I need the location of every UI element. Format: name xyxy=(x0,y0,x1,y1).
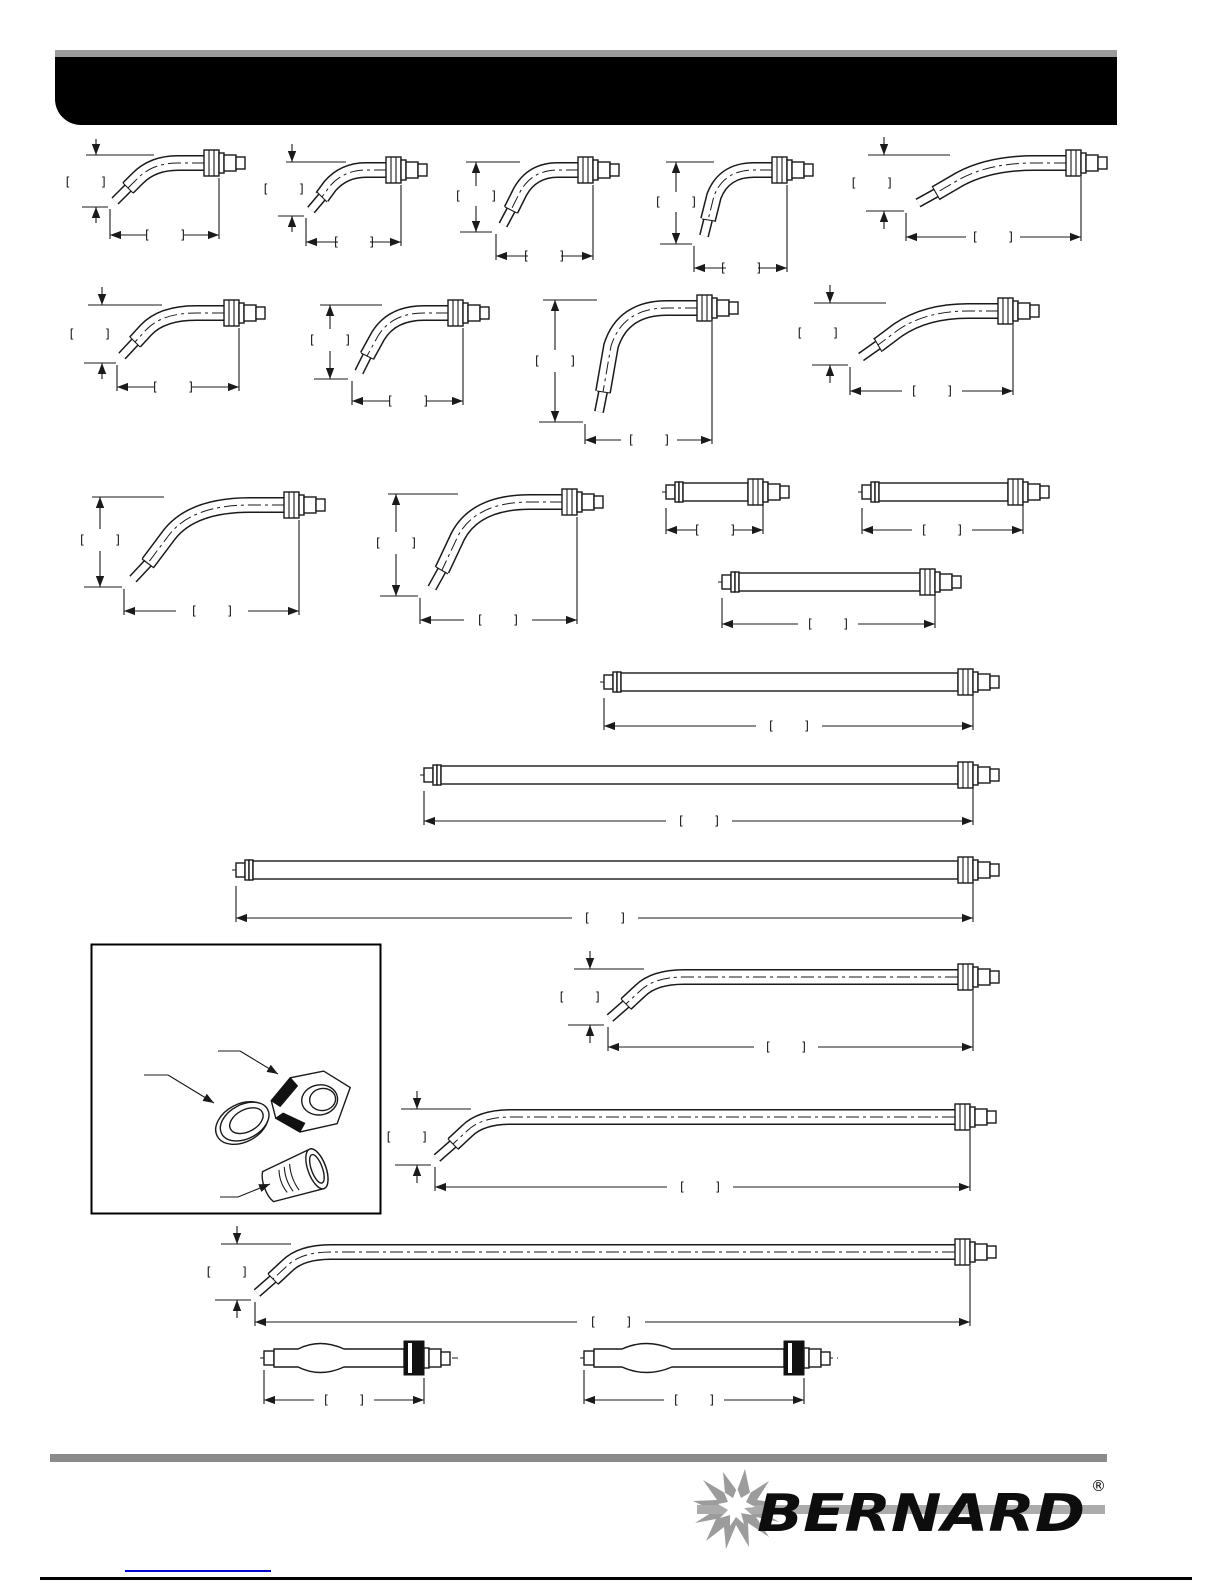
dimension-label: [ ] xyxy=(677,814,721,828)
dimension-label: [ ] xyxy=(522,249,566,263)
bernard-logo xyxy=(693,1467,1125,1551)
nut-fitting xyxy=(1066,150,1107,176)
bent-barrel-2 xyxy=(385,1085,1017,1195)
gooseneck-tube xyxy=(503,170,579,225)
nut-fitting xyxy=(697,295,738,321)
dimension-label: [ ] xyxy=(583,911,627,925)
gooseneck-tube xyxy=(918,163,1067,203)
gooseneck-tube xyxy=(437,1117,955,1158)
dimension-label: [ ] xyxy=(654,195,698,209)
nut-fitting xyxy=(578,157,619,183)
nut-fitting xyxy=(998,298,1039,324)
dimension-label: [ ] xyxy=(78,533,122,547)
dimension-label: [ ] xyxy=(806,617,850,631)
neck-diagram-45deg-medium xyxy=(62,283,294,409)
gooseneck-tube xyxy=(311,170,387,210)
washer-ring xyxy=(208,1093,276,1153)
nut-fitting xyxy=(448,300,489,326)
black-nut xyxy=(404,1341,424,1375)
straight-tube-medium xyxy=(858,470,1068,552)
nut-fitting xyxy=(1008,479,1049,505)
nut-fitting xyxy=(562,489,603,515)
bent-barrel-1 xyxy=(558,945,1020,1055)
dimension-label: [ ] xyxy=(719,261,763,275)
nut-fitting xyxy=(955,1239,996,1265)
gooseneck-tube xyxy=(257,1252,955,1293)
footer-divider xyxy=(50,1454,1107,1462)
tube-body xyxy=(236,860,958,880)
hex-nut xyxy=(268,1068,355,1136)
dimension-label: [ ] xyxy=(64,175,108,189)
tube-body xyxy=(264,1344,404,1373)
black-nut xyxy=(784,1341,804,1375)
neck-diagram-90deg-hook xyxy=(525,280,777,460)
neck-diagram-45deg-long xyxy=(72,475,350,635)
dimension-label: [ ] xyxy=(678,1180,722,1194)
straight-tube-mid-long xyxy=(718,558,980,646)
dimension-label: [ ] xyxy=(385,1130,429,1144)
dimension-label: [ ] xyxy=(374,536,418,550)
neck-diagram-50deg-short xyxy=(262,140,452,264)
nut-fitting xyxy=(284,492,325,518)
gooseneck-tube xyxy=(861,311,999,357)
dimension-label: [ ] xyxy=(386,394,430,408)
straight-barrel-longest xyxy=(232,848,1014,938)
dimension-label: [ ] xyxy=(971,230,1015,244)
ring-pointer-arrow xyxy=(168,1075,214,1103)
nut-fitting xyxy=(224,300,265,326)
dimension-label: [ ] xyxy=(796,326,840,340)
bent-barrel-3 xyxy=(205,1220,1017,1330)
gooseneck-tube xyxy=(359,313,449,372)
gooseneck-tube xyxy=(115,163,205,201)
dimension-label: [ ] xyxy=(533,354,577,368)
dimension-label: [ ] xyxy=(589,1315,633,1329)
tube-body xyxy=(862,482,1008,502)
gooseneck-tube xyxy=(432,502,563,588)
gooseneck-tube xyxy=(597,308,698,412)
dimension-label: [ ] xyxy=(308,333,352,347)
neck-diagram-60deg xyxy=(448,140,646,280)
dimension-label: [ ] xyxy=(190,604,234,618)
nut-fitting xyxy=(748,479,789,505)
nut-fitting xyxy=(958,964,999,990)
nut-fitting xyxy=(958,857,999,883)
dimension-label: [ ] xyxy=(322,1393,366,1407)
dimension-label: [ ] xyxy=(68,327,112,341)
nut-fitting xyxy=(386,157,427,183)
dimension-label: [ ] xyxy=(764,1040,808,1054)
dimension-label: [ ] xyxy=(476,613,520,627)
insulated-tube-short xyxy=(258,1332,490,1424)
dimension-label: [ ] xyxy=(627,433,671,447)
neck-diagram-45deg-short xyxy=(58,133,270,259)
straight-barrel-longer xyxy=(420,755,1012,841)
logo-wordmark: BERNARD xyxy=(757,1484,1085,1544)
dimension-label: [ ] xyxy=(910,384,954,398)
dimension-label: [ ] xyxy=(693,523,737,537)
hyperlink-underline[interactable] xyxy=(125,1570,271,1572)
nut-fitting xyxy=(955,1104,996,1130)
gooseneck-tube xyxy=(702,170,773,236)
connector-stub xyxy=(424,1348,450,1368)
insulated-tube-long xyxy=(578,1332,870,1424)
neck-diagram-55deg-medium xyxy=(300,283,518,425)
tube-body xyxy=(666,482,748,502)
nut-fitting xyxy=(958,669,999,695)
nut-fitting xyxy=(772,157,813,183)
registered-trademark: ® xyxy=(1091,1477,1106,1495)
dimension-label: [ ] xyxy=(143,228,187,242)
dimension-label: [ ] xyxy=(558,990,602,1004)
neck-diagram-30deg-wide xyxy=(790,283,1072,411)
dimension-label: [ ] xyxy=(672,1393,716,1407)
straight-barrel-long xyxy=(600,662,1012,746)
gooseneck-tube xyxy=(610,977,958,1018)
tube-body xyxy=(604,672,958,692)
fitting-detail-inset xyxy=(90,943,382,1215)
tube-body xyxy=(424,765,958,785)
straight-tube-short xyxy=(662,470,807,552)
dimension-label: [ ] xyxy=(920,523,964,537)
dimension-label: [ ] xyxy=(151,380,195,394)
insulator-sleeve xyxy=(257,1146,332,1208)
header-accent-strip xyxy=(55,50,1117,57)
nut-fitting xyxy=(204,150,245,176)
nut-fitting xyxy=(920,569,961,595)
dimension-label: [ ] xyxy=(262,182,306,196)
dimension-label: [ ] xyxy=(850,176,894,190)
neck-diagram-80deg xyxy=(650,140,840,292)
nut-pointer-arrow xyxy=(240,1051,278,1074)
header-bar xyxy=(55,57,1117,125)
tube-body xyxy=(722,572,920,592)
connector-stub xyxy=(804,1348,830,1368)
neck-diagram-30deg-long xyxy=(838,135,1138,257)
gooseneck-tube xyxy=(133,505,285,579)
page-bottom-rule xyxy=(40,1577,1192,1580)
dimension-label: [ ] xyxy=(332,235,376,249)
dimension-label: [ ] xyxy=(205,1265,249,1279)
dimension-label: [ ] xyxy=(767,719,811,733)
neck-diagram-50deg-long xyxy=(370,472,628,640)
tube-body xyxy=(584,1344,784,1373)
dimension-label: [ ] xyxy=(454,189,498,203)
nut-fitting xyxy=(958,762,999,788)
gooseneck-tube xyxy=(122,313,225,356)
